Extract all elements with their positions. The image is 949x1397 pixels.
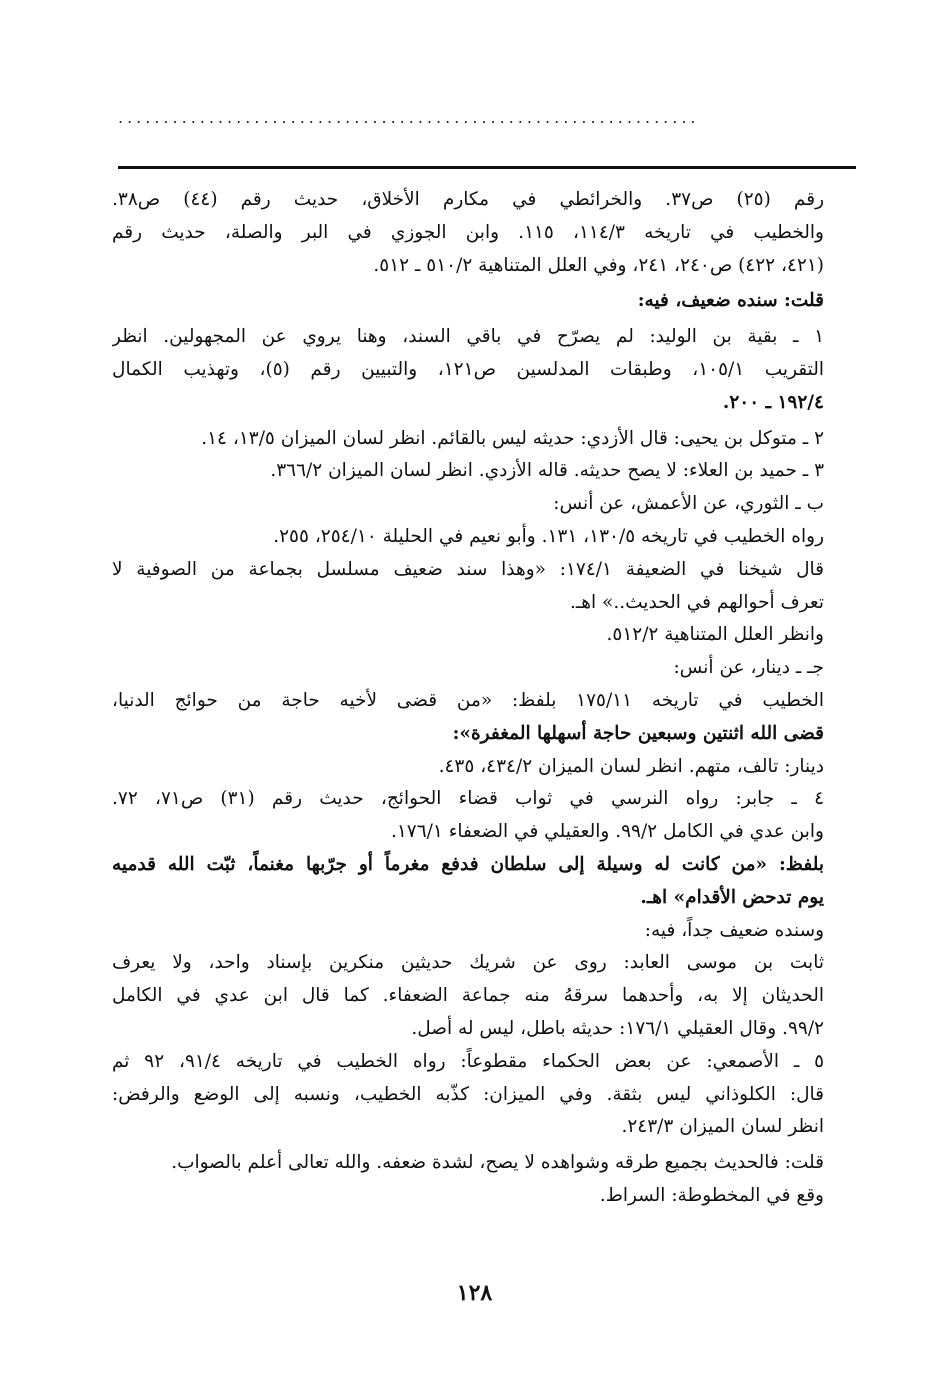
text-line: دينار: تالف، متهم. انظر لسان الميزان ٤٣٤/٢، ٤٣٥. (438, 755, 824, 777)
text-line: رقم (٢٥) ص٣٧. والخرائطي في مكارم الأخلاق، حديث رقم (٤٤) ص٣٨. (112, 189, 824, 210)
text-line: انظر لسان الميزان ٢٤٣/٣. (621, 1116, 824, 1138)
text-line: التقريب ١٠٥/١، وطبقات المدلسين ص١٢١، والتبيين رقم (٥)، وتهذيب الكمال (112, 358, 824, 380)
footnote-rule (118, 166, 856, 169)
text-line: بلفظ: «من كانت له وسيلة إلى سلطان فدفع مغرماً أو جرّبها مغنماً، ثبّت الله قدميه (112, 853, 824, 875)
text-line: ٣ ـ حميد بن العلاء: لا يصح حديثه. قاله الأزدي. انظر لسان الميزان ٣٦٦/٢. (270, 460, 824, 482)
text-line: قال شيخنا في الضعيفة ١٧٤/١: «وهذا سند ضعيف مسلسل بجماعة من الصوفية لا (112, 558, 824, 580)
text-line: ١ ـ بقية بن الوليد: لم يصرّح في باقي السند، وهنا يروي عن المجهولين. انظر (112, 326, 824, 348)
text-line: ٥ ـ الأصمعي: عن بعض الحكماء مقطوعاً: رواه الخطيب في تاريخه ٩١/٤، ٩٢ ثم (112, 1050, 824, 1072)
text-line: قال: الكلوذاني ليس بثقة. وفي الميزان: كذّبه الخطيب، ونسبه إلى الوضع والرفض: (112, 1083, 824, 1105)
text-line: وابن عدي في الكامل ٩٩/٢. والعقيلي في الضعفاء ١٧٦/١. (390, 821, 824, 843)
text-line: الخطيب في تاريخه ١٧٥/١١ بلفظ: «من قضى لأخيه حاجة من حوائج الدنيا، (112, 689, 824, 711)
text-line: الحديثان إلا به، وأحدهما سرقهُ منه جماعة الضعفاء. كما قال ابن عدي في الكامل (112, 985, 824, 1007)
text-line: جـ ـ دينار، عن أنس: (673, 657, 824, 679)
text-line: قلت: فالحديث بجميع طرقه وشواهده لا يصح، لشدة ضعفه. والله تعالى أعلم بالصواب. (171, 1152, 824, 1174)
text-line: رواه الخطيب في تاريخه ١٣٠/٥، ١٣١. وأبو نعيم في الحليلة ٢٥٤/١٠، ٢٥٥. (273, 525, 824, 547)
text-line: وانظر العلل المتناهية ٥١٢/٢. (606, 624, 824, 646)
text-line: ٩٩/٢. وقال العقيلي ١٧٦/١: حديثه باطل، ليس له أصل. (411, 1017, 824, 1039)
text-line: قلت: سنده ضعيف، فيه: (637, 290, 824, 312)
text-line: يوم تدحض الأقدام» اهـ. (640, 886, 824, 908)
text-line: ب ـ الثوري، عن الأعمش، عن أنس: (553, 493, 824, 515)
text-line: وقع في المخطوطة: السراط. (599, 1184, 824, 1206)
text-line: (٤٢١، ٤٢٢) ص٢٤٠، ٢٤١، وفي العلل المتناهية ٥١٠/٢ ـ ٥١٢. (373, 254, 824, 276)
page-number: ١٢٨ (456, 1280, 493, 1306)
text-line: قضى الله اثنتين وسبعين حاجة أسهلها المغفرة»: (452, 722, 824, 744)
text-line: ٢ ـ متوكل بن يحيى: قال الأزدي: حديثه ليس بالقائم. انظر لسان الميزان ١٣/٥، ١٤. (201, 427, 824, 449)
text-line: تعرف أحوالهم في الحديث..» اهـ. (569, 591, 824, 613)
footnote-body (112, 184, 824, 1213)
text-line: ١٩٢/٤ ـ ٢٠٠. (722, 391, 824, 413)
text-line: ثابت بن موسى العابد: روى عن شريك حديثين منكرين بإسناد واحد، ولا يعرف (112, 952, 824, 974)
text-line: وسنده ضعيف جداً، فيه: (644, 919, 824, 941)
text-line: ٤ ـ جابر: رواه النرسي في ثواب قضاء الحوائج، حديث رقم (٣١) ص٧١، ٧٢. (112, 788, 824, 810)
text-line: والخطيب في تاريخه ١١٤/٣، ١١٥. وابن الجوزي في البر والصلة، حديث رقم (112, 221, 824, 243)
dotted-separator: ................................................................ (118, 108, 700, 127)
